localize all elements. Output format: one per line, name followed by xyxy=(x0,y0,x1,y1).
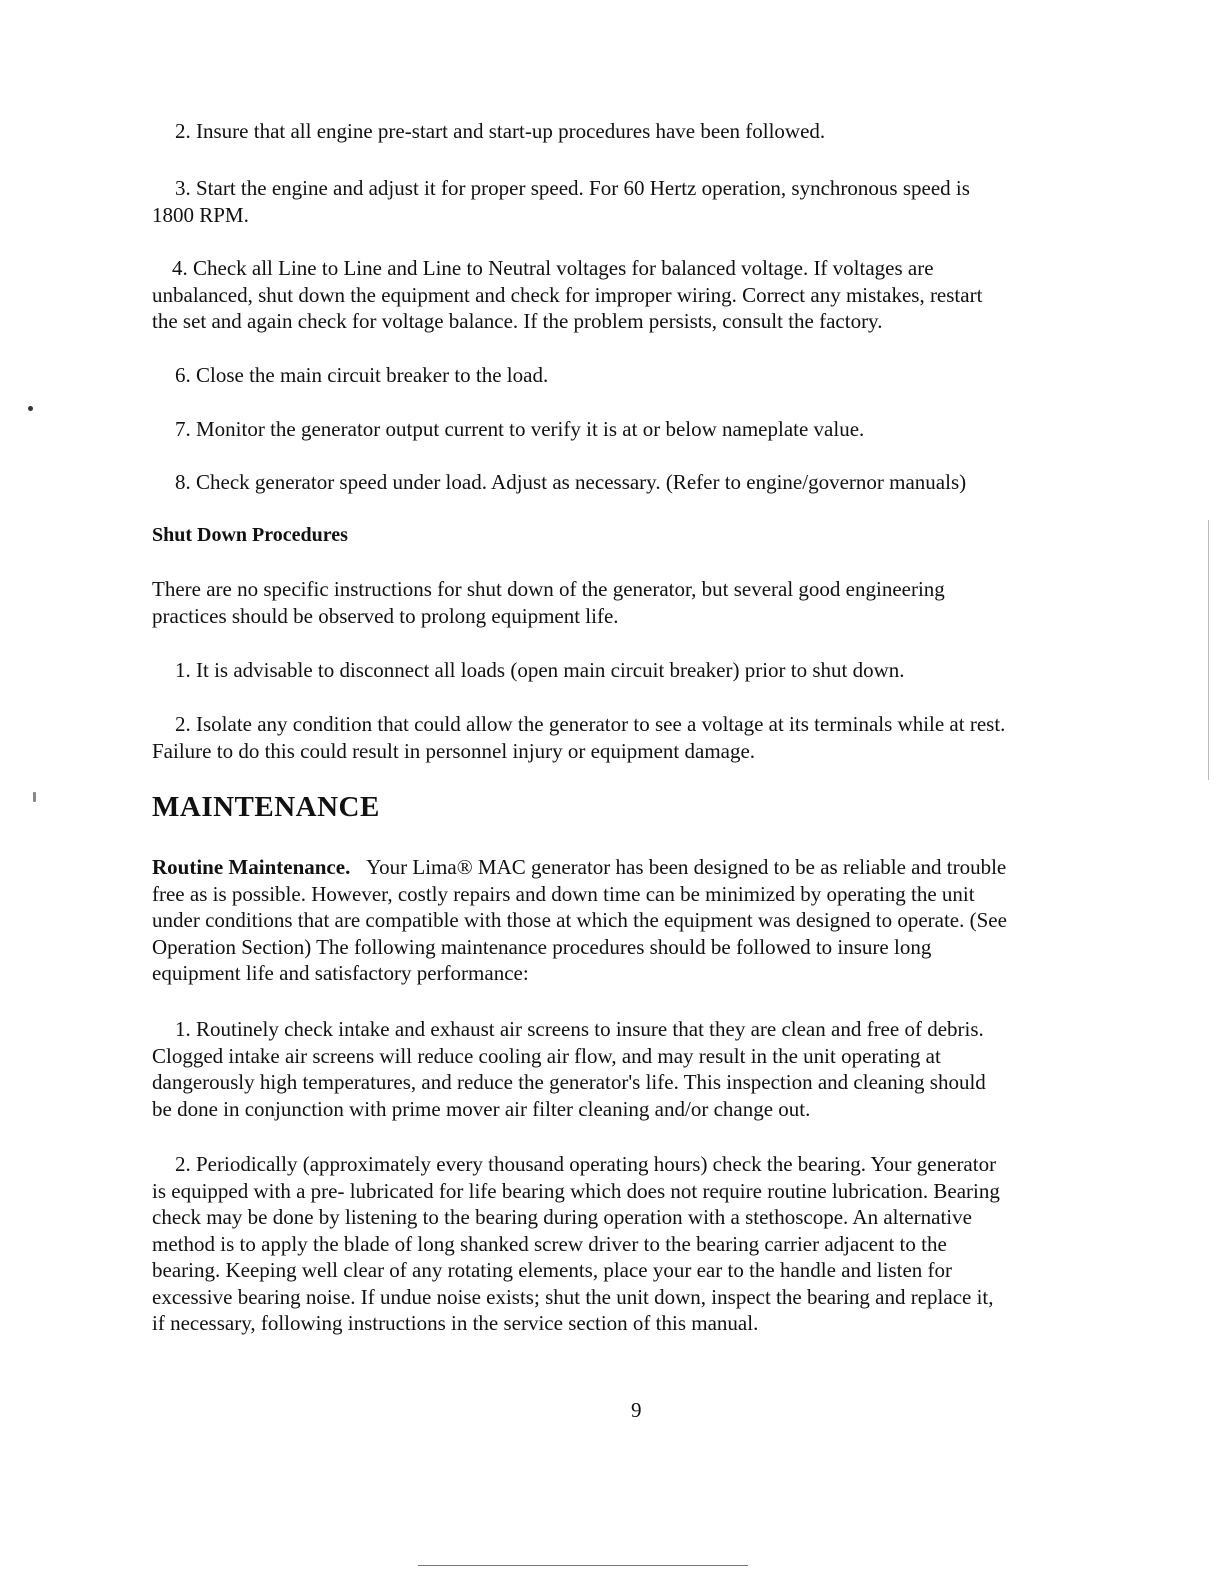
routine-maintenance-label: Routine Maintenance. xyxy=(152,855,351,879)
maintenance-item-2-line-4: method is to apply the blade of long shanked screw driver to the bearing carrier adjacent to the xyxy=(152,1231,947,1256)
step-7 xyxy=(175,416,864,443)
routine-line-1-text: Your Lima® MAC generator has been designed to be as reliable and trouble xyxy=(366,855,1007,879)
maintenance-item-2-line-7: if necessary, following instructions in the service section of this manual. xyxy=(152,1311,759,1335)
step-7-line-1: 7. Monitor the generator output current to verify it is at or below nameplate value. xyxy=(175,417,865,441)
maintenance-item-1-line-3: dangerously high temperatures, and reduce the generator's life. This inspection and cleaning should xyxy=(152,1070,986,1094)
step-8 xyxy=(175,469,966,496)
step-2 xyxy=(175,118,825,145)
shutdown-item-1 xyxy=(175,657,905,684)
step-3-line-2: 1800 RPM. xyxy=(152,202,249,227)
routine-line-2: free as is possible. However, costly repairs and down time can be minimized by operating the unit xyxy=(152,881,975,906)
step-6-line-1: 6. Close the main circuit breaker to the load. xyxy=(175,363,549,387)
scan-speck xyxy=(28,406,33,411)
routine-line-1 xyxy=(152,854,1007,881)
shutdown-item-1-line-1: 1. It is advisable to disconnect all loads (open main circuit breaker) prior to shut down. xyxy=(175,658,905,682)
shutdown-intro-line-2: practices should be observed to prolong equipment life. xyxy=(152,603,619,628)
shutdown-item-2-line-1: 2. Isolate any condition that could allow the generator to see a voltage at its terminals while at rest. xyxy=(175,712,1006,736)
routine-line-4: Operation Section) The following maintenance procedures should be followed to insure long xyxy=(152,934,932,959)
maintenance-item-2-line-6: excessive bearing noise. If undue noise exists; shut the unit down, inspect the bearing and replace it, xyxy=(152,1284,994,1309)
step-2-line-1: 2. Insure that all engine pre-start and start-up procedures have been followed. xyxy=(175,119,826,143)
maintenance-item-2-line-1: 2. Periodically (approximately every thousand operating hours) check the bearing. Your generator xyxy=(175,1152,997,1176)
step-8-line-1: 8. Check generator speed under load. Adjust as necessary. (Refer to engine/governor manuals) xyxy=(175,470,967,494)
maintenance-item-1-line-1: 1. Routinely check intake and exhaust air screens to insure that they are clean and free of debris. xyxy=(175,1017,984,1041)
maintenance-item-1 xyxy=(152,1016,986,1122)
shutdown-intro-line-1: There are no specific instructions for shut down of the generator, but several good engineering xyxy=(152,577,945,601)
scan-speck xyxy=(33,792,36,802)
shutdown-intro xyxy=(152,576,945,629)
shutdown-item-2 xyxy=(152,711,1005,764)
routine-line-3: under conditions that are compatible with those at which the equipment was designed to operate. (See xyxy=(152,908,1007,932)
maintenance-item-2-line-2: is equipped with a pre- lubricated for life bearing which does not require routine lubrication. Bearing xyxy=(152,1178,1000,1203)
step-6 xyxy=(175,362,548,389)
scan-edge-line xyxy=(1208,520,1209,780)
maintenance-title: MAINTENANCE xyxy=(152,791,380,823)
maintenance-item-1-line-4: be done in conjunction with prime mover air filter cleaning and/or change out. xyxy=(152,1096,811,1121)
shutdown-heading: Shut Down Procedures xyxy=(152,524,348,546)
step-4 xyxy=(152,255,982,335)
maintenance-item-1-line-2: Clogged intake air screens will reduce cooling air flow, and may result in the unit operating at xyxy=(152,1043,941,1068)
maintenance-item-2-line-5: bearing. Keeping well clear of any rotating elements, place your ear to the handle and listen for xyxy=(152,1258,953,1282)
maintenance-item-2-line-3: check may be done by listening to the bearing during operation with a stethoscope. An alternative xyxy=(152,1205,972,1229)
scan-bottom-rule xyxy=(418,1565,748,1566)
page-number: 9 xyxy=(631,1398,642,1422)
maintenance-item-2 xyxy=(152,1151,1000,1337)
step-3-line-1: 3. Start the engine and adjust it for proper speed. For 60 Hertz operation, synchronous speed is xyxy=(175,176,970,200)
step-3 xyxy=(152,175,970,228)
routine-maintenance-paragraph xyxy=(152,854,1007,987)
shutdown-item-2-line-2: Failure to do this could result in personnel injury or equipment damage. xyxy=(152,738,756,763)
step-4-line-3: the set and again check for voltage balance. If the problem persists, consult the factory. xyxy=(152,309,883,333)
step-4-line-1: 4. Check all Line to Line and Line to Neutral voltages for balanced voltage. If voltages are xyxy=(172,256,934,280)
routine-line-5: equipment life and satisfactory performance: xyxy=(152,961,529,985)
step-4-line-2: unbalanced, shut down the equipment and check for improper wiring. Correct any mistakes, restart xyxy=(152,282,983,307)
